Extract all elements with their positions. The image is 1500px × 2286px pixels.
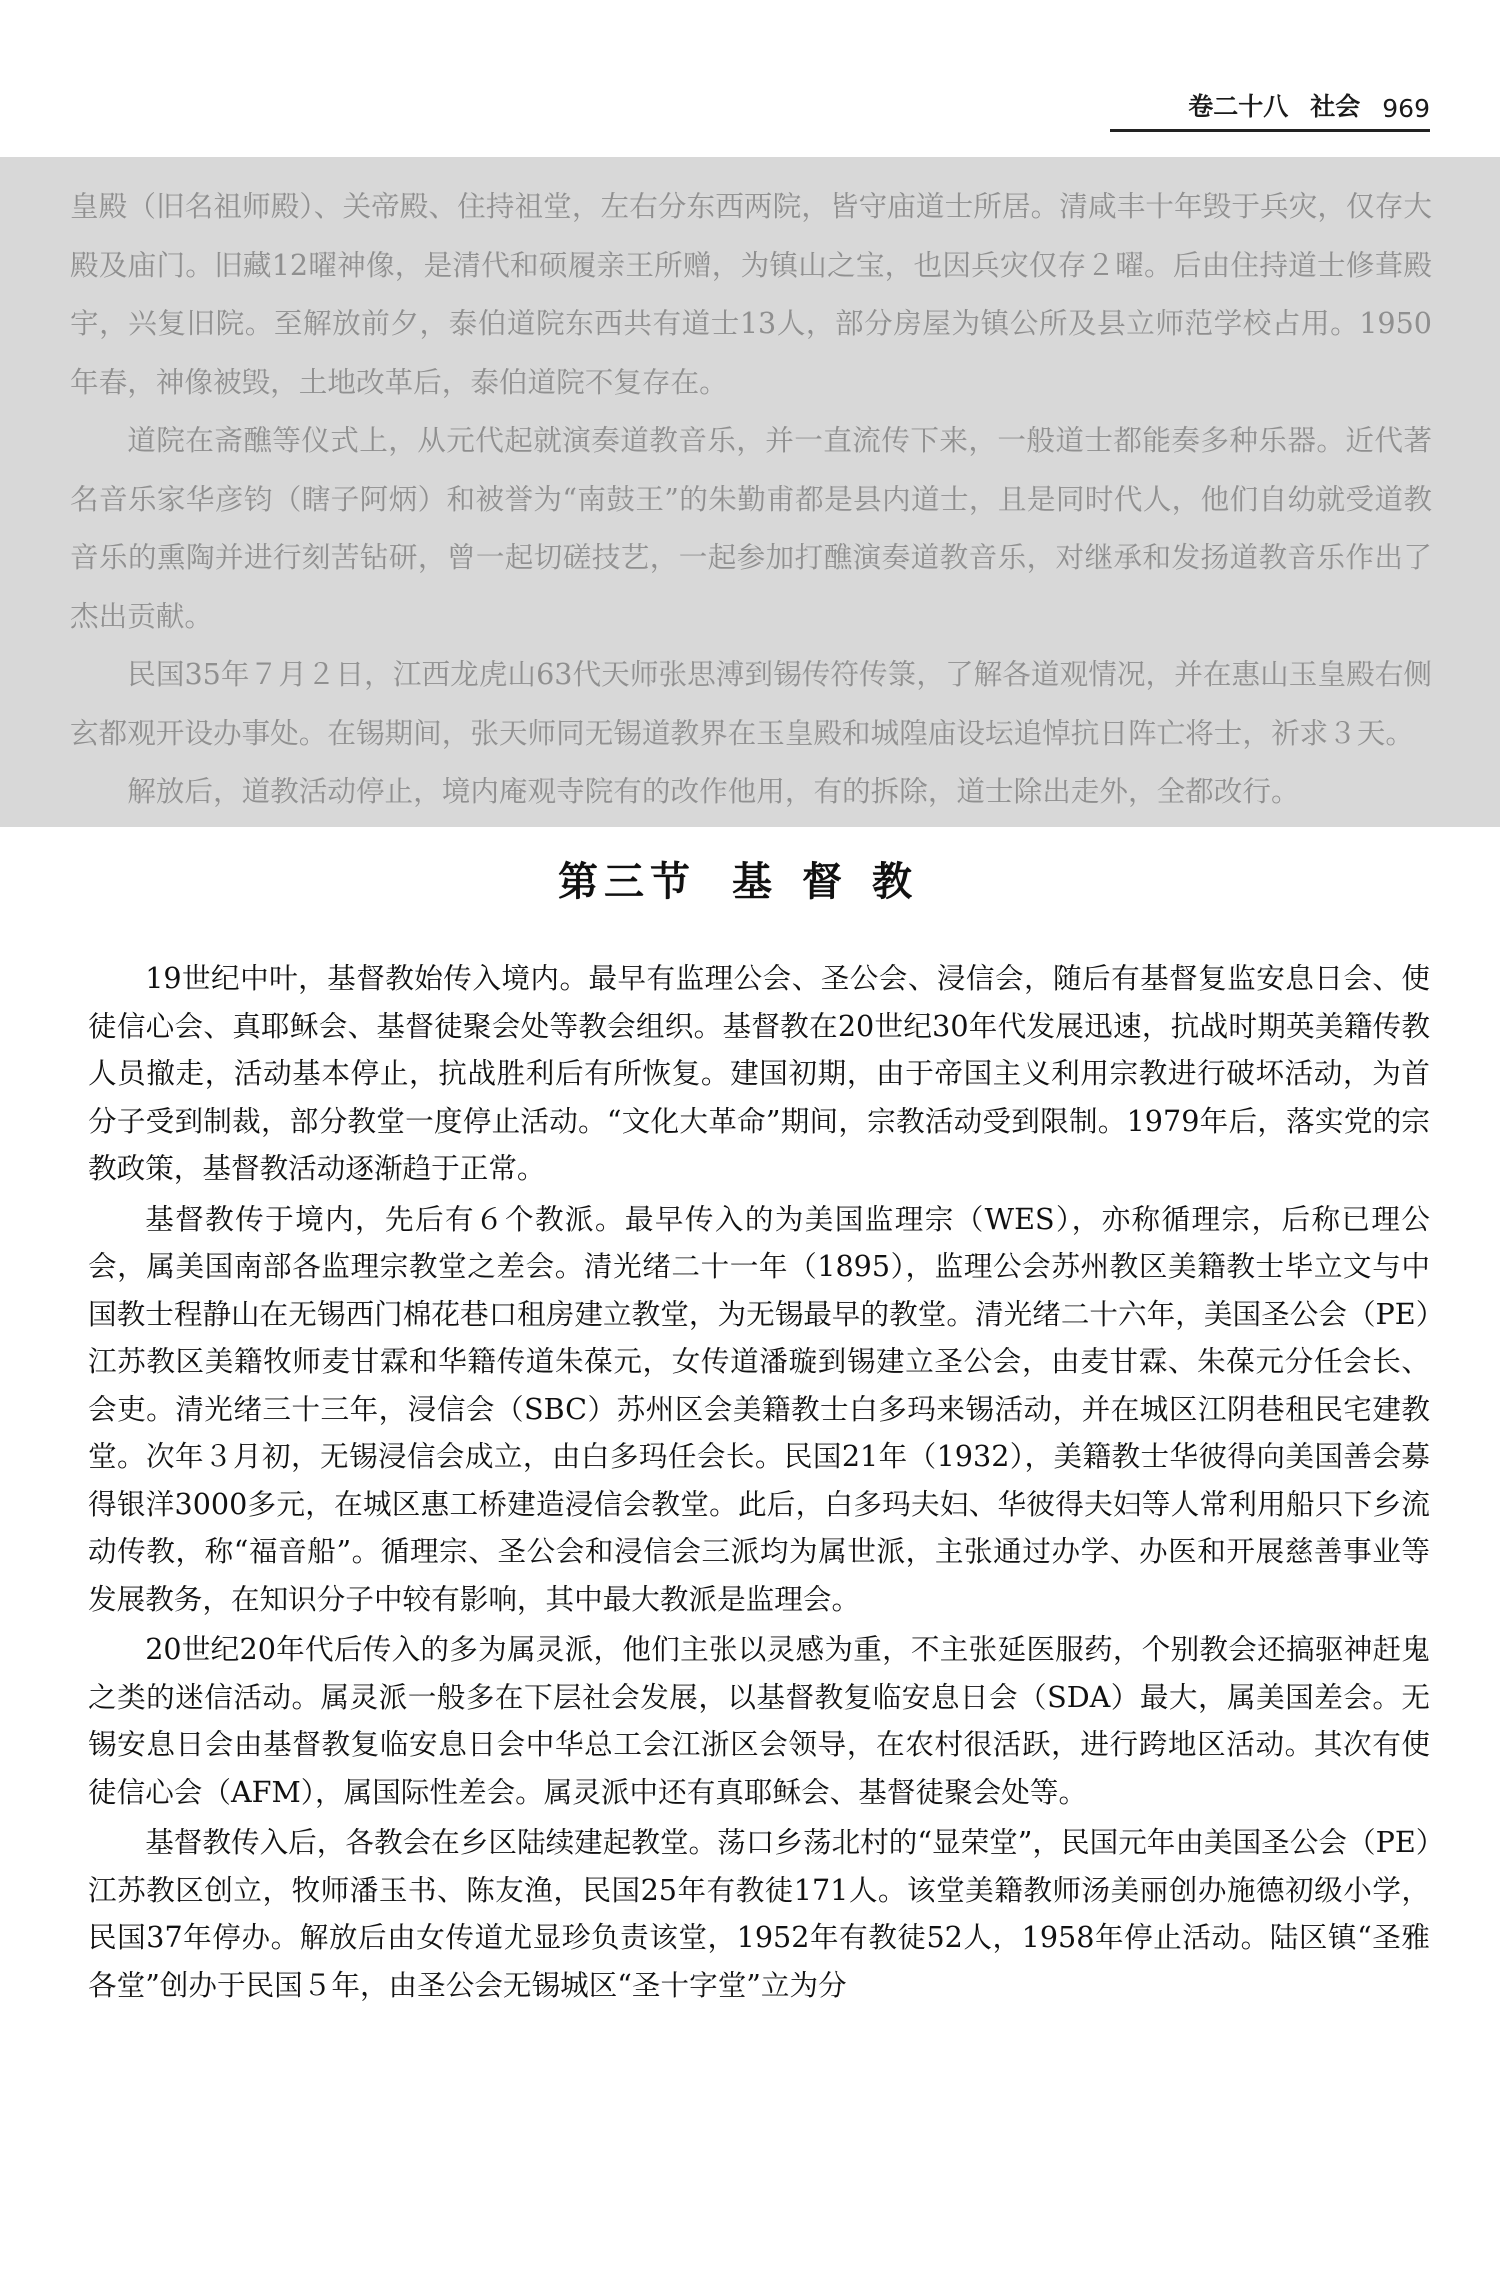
main-body <box>88 955 1430 2012</box>
shaded-continuation-block <box>0 157 1500 827</box>
page-number: 969 <box>1382 94 1430 123</box>
header-section: 社会 <box>1310 92 1361 121</box>
shaded-paragraph: 民国35年７月２日，江西龙虎山63代天师张思溥到锡传符传箓，了解各道观情况，并在惠山玉皇殿右侧玄都观开设办事处。在锡期间，张天师同无锡道教界在玉皇殿和城隍庙设坛追悼抗日阵亡将士，祈求３天。 <box>70 657 1432 750</box>
body-paragraph: 20世纪20年代后传入的多为属灵派，他们主张以灵感为重，不主张延医服药，个别教会还搞驱神赶鬼之类的迷信活动。属灵派一般多在下层社会发展，以基督教复临安息日会（SDA）最大，属美国差会。无锡安息日会由基督教复临安息日会中华总工会江浙区会领导，在农村很活跃，进行跨地区活动。其次有使徒信心会（AFM），属国际性差会。属灵派中还有真耶稣会、基督徒聚会处等。 <box>88 1632 1430 1809</box>
shaded-paragraph: 解放后，道教活动停止，境内庵观寺院有的改作他用，有的拆除，道士除出走外，全都改行。 <box>127 774 1300 808</box>
shaded-paragraph: 皇殿（旧名祖师殿）、关帝殿、住持祖堂，左右分东西两院，皆守庙道士所居。清咸丰十年毁于兵灾，仅存大殿及庙门。旧藏12曜神像，是清代和硕履亲王所赠，为镇山之宝，也因兵灾仅存２曜。后由住持道士修葺殿宇，兴复旧院。至解放前夕，泰伯道院东西共有道士13人，部分房屋为镇公所及县立师范学校占用。1950年春，神像被毁，土地改革后，泰伯道院不复存在。 <box>70 189 1432 399</box>
body-paragraph: 基督教传于境内，先后有６个教派。最早传入的为美国监理宗（WES），亦称循理宗，后称已理公会，属美国南部各监理宗教堂之差会。清光绪二十一年（1895），监理公会苏州教区美籍教士毕立文与中国教士程静山在无锡西门棉花巷口租房建立教堂，为无锡最早的教堂。清光绪二十六年，美国圣公会（PE）江苏教区美籍牧师麦甘霖和华籍传道朱葆元，女传道潘璇到锡建立圣公会，由麦甘霖、朱葆元分任会长、会吏。清光绪三十三年，浸信会（SBC）苏州区会美籍教士白多玛来锡活动，并在城区江阴巷租民宅建教堂。次年３月初，无锡浸信会成立，由白多玛任会长。民国21年（1932），美籍教士华彼得向美国善会募得银洋3000多元，在城区惠工桥建造浸信会教堂。此后，白多玛夫妇、华彼得夫妇等人常利用船只下乡流动传教，称“福音船”。循理宗、圣公会和浸信会三派均为属世派，主张通过办学、办医和开展慈善事业等发展教务，在知识分子中较有影响，其中最大教派是监理会。 <box>88 1201 1430 1616</box>
header-volume: 卷二十八 <box>1188 92 1289 121</box>
section-title: 基督教 <box>732 859 942 905</box>
shaded-paragraph: 道院在斋醮等仪式上，从元代起就演奏道教音乐，并一直流传下来，一般道士都能奏多种乐器。近代著名音乐家华彦钧（瞎子阿炳）和被誉为“南鼓王”的朱勤甫都是县内道士，且是同时代人，他们自幼就受道教音乐的熏陶并进行刻苦钻研，曾一起切磋技艺，一起参加打醮演奏道教音乐，对继承和发扬道教音乐作出了杰出贡献。 <box>70 423 1432 633</box>
shaded-text <box>70 177 1432 821</box>
running-header <box>1110 88 1430 132</box>
body-paragraph: 基督教传入后，各教会在乡区陆续建起教堂。荡口乡荡北村的“显荣堂”，民国元年由美国圣公会（PE）江苏教区创立，牧师潘玉书、陈友渔，民国25年有教徒171人。该堂美籍教师汤美丽创办施德初级小学，民国37年停办。解放后由女传道尤显珍负责该堂，1952年有教徒52人，1958年停止活动。陆区镇“圣雅各堂”创办于民国５年，由圣公会无锡城区“圣十字堂”立为分 <box>88 1825 1430 2002</box>
section-heading <box>0 850 1500 907</box>
body-paragraph: 19世纪中叶，基督教始传入境内。最早有监理公会、圣公会、浸信会，随后有基督复监安息日会、使徒信心会、真耶稣会、基督徒聚会处等教会组织。基督教在20世纪30年代发展迅速，抗战时期英美籍传教人员撤走，活动基本停止，抗战胜利后有所恢复。建国初期，由于帝国主义利用宗教进行破坏活动，为首分子受到制裁，部分教堂一度停止活动。“文化大革命”期间，宗教活动受到限制。1979年后，落实党的宗教政策，基督教活动逐渐趋于正常。 <box>88 961 1430 1185</box>
section-number: 第三节 <box>558 859 696 905</box>
